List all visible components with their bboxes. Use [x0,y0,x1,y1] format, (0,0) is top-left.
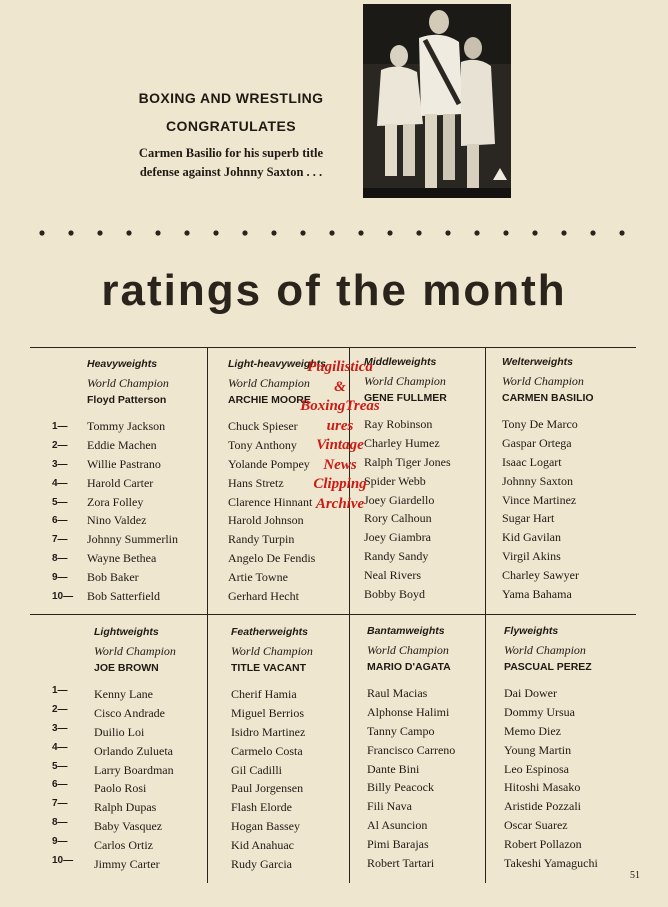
ranked-boxer: Bob Satterfield [87,589,160,604]
ranked-boxer: Zora Folley [87,494,144,509]
ranked-boxer: Charley Sawyer [502,568,579,583]
ranked-boxer: Hogan Bassey [231,819,300,834]
ranked-boxer: Neal Rivers [364,568,421,583]
rank-number: 9— [52,836,68,848]
page-number: 51 [630,870,640,881]
division-welterweights [502,356,594,604]
ranked-boxer: Raul Macias [367,686,428,700]
ranked-boxer: Hitoshi Masako [504,780,581,795]
ranked-boxer: Chuck Spieser [228,419,298,433]
ranked-boxer: Bobby Boyd [364,587,426,602]
ranked-boxer: Orlando Zulueta [94,743,173,758]
rankings-list [87,417,178,606]
champion-name: GENE FULLMER [364,392,447,404]
division-title: Featherweights [231,626,309,638]
ranked-boxer: Robert Tartari [367,856,435,871]
champion-name: MARIO D'AGATA [367,661,451,673]
ranked-boxer: Tony De Marco [502,417,578,431]
rank-numbers-top [52,418,73,607]
ranked-boxer: Yolande Pompey [228,456,310,471]
header-line-2: CONGRATULATES [166,118,296,134]
ranked-boxer: Hans Stretz [228,475,284,490]
division-title: Middleweights [364,356,437,368]
rank-number: 7— [52,798,68,810]
champion-name: ARCHIE MOORE [228,394,311,406]
ranked-boxer: Carlos Ortiz [94,838,153,853]
ranked-boxer: Gaspar Ortega [502,435,572,450]
ranked-boxer: Vince Martinez [502,492,577,507]
subtitle-line-2: defense against Johnny Saxton . . . [139,165,323,179]
rank-number: 6— [52,515,68,527]
ranked-boxer: Oscar Suarez [504,818,568,833]
ranked-boxer: Ray Robinson [364,417,433,431]
ranked-boxer: Paolo Rosi [94,781,147,796]
archive-watermark [275,358,405,514]
watermark-line: Clipping [313,476,367,492]
rankings-list [231,685,313,874]
division-lightweights [94,626,176,874]
ranked-boxer: Joey Giardello [364,492,435,507]
watermark-line: ures [326,417,354,434]
ranked-boxer: Eddie Machen [87,437,157,452]
ranked-boxer: Dai Dower [504,686,557,700]
ranked-boxer: Baby Vasquez [94,819,163,834]
ranked-boxer: Ralph Tiger Jones [364,454,451,469]
ranked-boxer: Larry Boardman [94,762,174,777]
division-bantamweights [367,625,455,873]
ranked-boxer: Nino Valdez [87,513,147,528]
division-heavyweights [87,358,178,606]
rank-number: 4— [52,477,68,489]
ranked-boxer: Willie Pastrano [87,456,161,471]
ranked-boxer: Clarence Hinnant [228,494,313,509]
division-title: Heavyweights [87,358,158,370]
division-title: Flyweights [504,625,559,637]
ranked-boxer: Tanny Campo [367,723,435,738]
ranked-boxer: Kid Gavilan [502,530,561,545]
division-flyweights [504,625,598,873]
rank-number: 4— [52,741,68,753]
ranked-boxer: Wayne Bethea [87,551,157,566]
ranked-boxer: Rory Calhoun [364,511,432,526]
ranked-boxer: Gil Cadilli [231,762,282,777]
rank-number: 10— [52,591,74,603]
ranked-boxer: Tony Anthony [228,437,297,452]
table-top-rule [30,347,636,348]
world-champion-label: World Champion [364,374,446,388]
ranked-boxer: Dommy Ursua [504,704,575,719]
ranked-boxer: Kid Anahuac [231,838,294,853]
rank-number: 6— [52,779,68,791]
ranked-boxer: Rudy Garcia [231,857,292,872]
watermark-line: Pugilistica [307,359,373,375]
ranked-boxer: Bob Baker [87,570,139,585]
rankings-list [502,415,594,604]
ranked-boxer: Billy Peacock [367,780,434,795]
watermark-line: BoxingTreas [300,398,380,414]
ranked-boxer: Takeshi Yamaguchi [504,856,598,871]
watermark-line: Archive [315,495,365,512]
rank-number: 9— [52,572,68,584]
dotted-divider [36,226,636,240]
champion-name: JOE BROWN [94,662,159,674]
ranked-boxer: Robert Pollazon [504,837,582,852]
ranked-boxer: Tommy Jackson [87,419,166,433]
boxing-photo [363,4,511,198]
watermark-line: & [334,378,346,395]
rankings-list [367,684,455,873]
ranked-boxer: Johnny Saxton [502,473,574,488]
champion-name: TITLE VACANT [231,662,307,674]
ranked-boxer: Johnny Summerlin [87,532,179,547]
world-champion-label: World Champion [87,376,169,390]
watermark-line: News [323,456,357,473]
ranked-boxer: Duilio Loi [94,724,145,739]
column-rule-1 [207,347,208,883]
rank-number: 3— [52,458,68,470]
rank-numbers-bottom [52,682,73,871]
ranked-boxer: Memo Diez [504,723,561,738]
ranked-boxer: Miguel Berrios [231,705,304,720]
ranked-boxer: Angelo De Fendis [228,551,316,566]
ranked-boxer: Cisco Andrade [94,705,165,720]
ranked-boxer: Joey Giambra [364,530,431,545]
rank-number: 5— [52,496,68,508]
division-title: Bantamweights [367,625,445,637]
ranked-boxer: Randy Sandy [364,549,429,564]
ranked-boxer: Dante Bini [367,761,420,776]
table-middle-rule [30,614,636,615]
ranked-boxer: Fili Nava [367,799,412,814]
ranked-boxer: Leo Espinosa [504,761,569,776]
ranked-boxer: Spider Webb [364,473,426,488]
ranked-boxer: Randy Turpin [228,532,295,547]
ranked-boxer: Young Martin [504,742,572,757]
ranked-boxer: Charley Humez [364,435,440,450]
world-champion-label: World Champion [94,644,176,658]
ranked-boxer: Yama Bahama [502,587,572,602]
ranked-boxer: Virgil Akins [502,549,561,564]
rank-number: 1— [52,685,68,696]
world-champion-label: World Champion [228,376,310,390]
world-champion-label: World Champion [367,643,449,657]
ranked-boxer: Gerhard Hecht [228,589,299,604]
ranked-boxer: Isaac Logart [502,454,562,469]
rank-number: 1— [52,421,68,432]
ranked-boxer: Pimi Barajas [367,837,429,852]
ranked-boxer: Francisco Carreno [367,742,456,757]
photo-illustration [363,4,511,198]
rank-number: 5— [52,760,68,772]
page-title: ratings of the month [101,266,567,315]
ranked-boxer: Sugar Hart [502,511,555,526]
champion-name: PASCUAL PEREZ [504,661,592,673]
ranked-boxer: Aristide Pozzali [504,799,581,814]
rank-number: 3— [52,722,68,734]
world-champion-label: World Champion [502,374,584,388]
ranked-boxer: Harold Johnson [228,513,304,528]
rank-number: 8— [52,553,68,565]
rankings-list [94,685,176,874]
header-line-1: BOXING AND WRESTLING [138,90,324,106]
ranked-boxer: Cherif Hamia [231,687,297,701]
division-title: Lightweights [94,626,159,638]
champion-name: CARMEN BASILIO [502,392,594,404]
ranked-boxer: Paul Jorgensen [231,781,304,796]
ranked-boxer: Kenny Lane [94,687,153,701]
division-featherweights [231,626,313,874]
ranked-boxer: Alphonse Halimi [367,704,450,719]
column-rule-3 [485,347,486,883]
rank-number: 2— [52,703,68,715]
rank-number: 7— [52,534,68,546]
watermark-line: Vintage [316,437,364,453]
congratulations-header [100,90,362,182]
ranked-boxer: Al Asuncion [367,818,428,833]
world-champion-label: World Champion [504,643,586,657]
champion-name: Floyd Patterson [87,394,167,406]
ranked-boxer: Carmelo Costa [231,743,303,758]
world-champion-label: World Champion [231,644,313,658]
division-title: Welterweights [502,356,573,368]
rank-number: 2— [52,439,68,451]
ranked-boxer: Harold Carter [87,475,154,490]
ranked-boxer: Jimmy Carter [94,857,160,872]
rankings-list [504,684,598,873]
subtitle-line-1: Carmen Basilio for his superb title [138,146,324,160]
rank-number: 10— [52,855,74,867]
header-subtitle [100,144,362,182]
ranked-boxer: Flash Elorde [231,800,292,815]
ranked-boxer: Isidro Martinez [231,724,306,739]
rank-number: 8— [52,817,68,829]
division-title: Light-heavyweights [228,358,327,370]
ranked-boxer: Ralph Dupas [94,800,157,815]
ranked-boxer: Artie Towne [228,570,288,585]
